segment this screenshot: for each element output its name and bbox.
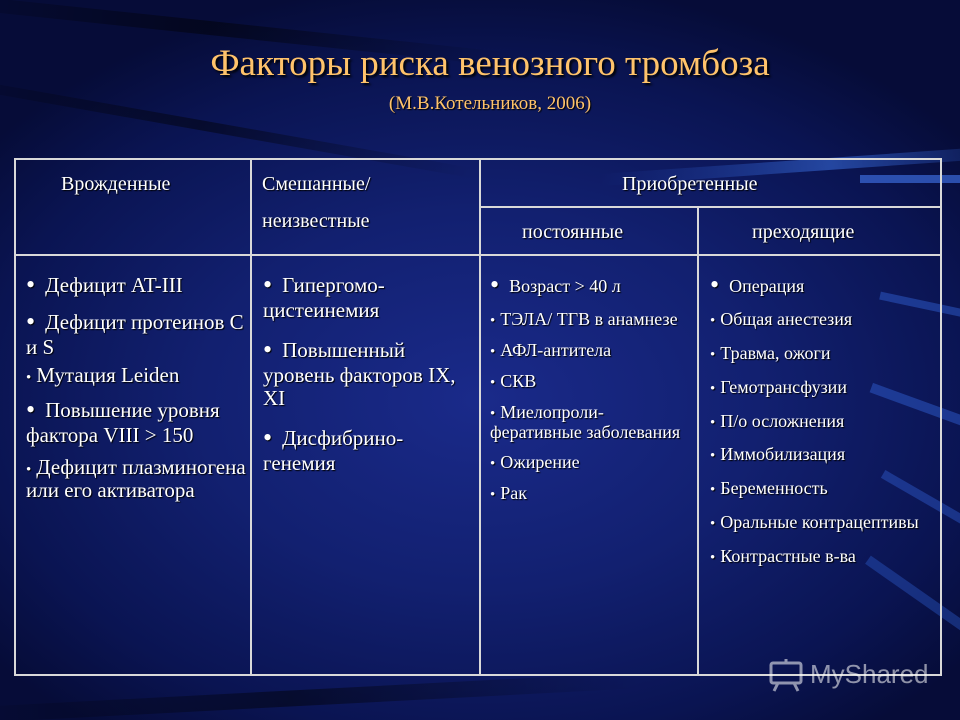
transient-list <box>710 270 936 566</box>
list-item: • Оральные контрацептивы <box>710 511 919 532</box>
congenital-list <box>26 270 246 503</box>
table-divider-col1 <box>250 158 252 676</box>
list-item: • Рак <box>490 483 528 504</box>
bullet-icon: • <box>490 487 496 504</box>
bullet-icon: • <box>263 270 273 299</box>
table-divider-col2 <box>479 158 481 676</box>
bullet-icon: • <box>710 448 716 465</box>
watermark-text: MyShared <box>810 659 929 689</box>
list-item: • Операция <box>710 270 805 299</box>
bullet-icon: • <box>710 549 716 566</box>
list-item: • Повышение уровня фактора VIII > 150 <box>26 395 220 448</box>
bullet-icon: • <box>26 395 36 425</box>
bullet-icon: • <box>710 515 716 532</box>
table-divider-header <box>14 254 942 256</box>
table-border-left <box>14 158 16 676</box>
table-divider-col3 <box>697 206 699 676</box>
header-congenital: Врожденные <box>61 173 171 195</box>
bullet-icon: • <box>490 456 496 473</box>
list-item: • Возраст > 40 л <box>490 270 621 299</box>
list-item: • СКВ <box>490 370 537 391</box>
list-item: • Дисфибрино-генемия <box>263 422 404 475</box>
list-item: • Травма, ожоги <box>710 342 831 363</box>
header-transient: преходящие <box>752 221 855 243</box>
table-divider-subheader <box>479 206 942 208</box>
list-item: • Мутация Leiden <box>26 362 180 387</box>
list-item: • Беременность <box>710 478 828 499</box>
list-item: • Общая анестезия <box>710 309 853 330</box>
risk-factors-table <box>14 158 942 676</box>
bullet-icon: • <box>710 414 716 431</box>
bullet-icon: • <box>490 343 496 360</box>
header-permanent: постоянные <box>522 221 624 243</box>
permanent-list <box>490 270 690 504</box>
slide-title: Факторы риска венозного тромбоза <box>210 43 770 84</box>
table-border-top <box>14 158 942 160</box>
watermark <box>768 655 948 695</box>
table-border-right <box>940 158 942 676</box>
list-item: • Дефицит AT-III <box>26 270 183 299</box>
list-item: • П/о осложнения <box>710 410 845 431</box>
list-item: • Иммобилизация <box>710 444 846 465</box>
list-item: • Ожирение <box>490 452 580 473</box>
bullet-icon: • <box>710 482 716 499</box>
header-acquired: Приобретенные <box>622 173 758 195</box>
list-item: • Миелопроли-феративные заболевания <box>490 401 681 443</box>
bullet-icon: • <box>263 422 273 452</box>
bullet-icon: • <box>710 270 720 299</box>
list-item: • ТЭЛА/ ТГВ в анамнезе <box>490 309 678 330</box>
presentation-icon <box>768 657 808 693</box>
header-mixed-line1: Смешанные/ <box>262 173 371 195</box>
bullet-icon: • <box>710 380 716 397</box>
list-item: • Дефицит плазминогена или его активатора <box>26 454 246 503</box>
list-item: • Дефицит протеинов С и S <box>26 307 244 360</box>
bullet-icon: • <box>490 270 500 299</box>
list-item: • Гемотрансфузии <box>710 376 847 397</box>
bullet-icon: • <box>26 369 32 386</box>
bullet-icon: • <box>710 313 716 330</box>
list-item: • АФЛ-антитела <box>490 339 612 360</box>
bullet-icon: • <box>490 405 496 422</box>
bullet-icon: • <box>26 270 36 299</box>
list-item: • Контрастные в-ва <box>710 545 856 566</box>
list-item: • Гипергомо-цистеинемия <box>263 270 385 323</box>
list-item: • Повышенный уровень факторов IX, XI <box>263 334 456 411</box>
bullet-icon: • <box>26 307 36 337</box>
bullet-icon: • <box>26 461 32 478</box>
header-mixed-line2: неизвестные <box>262 210 370 232</box>
slide-subtitle: (М.В.Котельников, 2006) <box>388 93 592 114</box>
mixed-list <box>263 270 475 475</box>
bullet-icon: • <box>490 374 496 391</box>
bullet-icon: • <box>490 313 496 330</box>
bullet-icon: • <box>263 334 273 364</box>
bullet-icon: • <box>710 346 716 363</box>
